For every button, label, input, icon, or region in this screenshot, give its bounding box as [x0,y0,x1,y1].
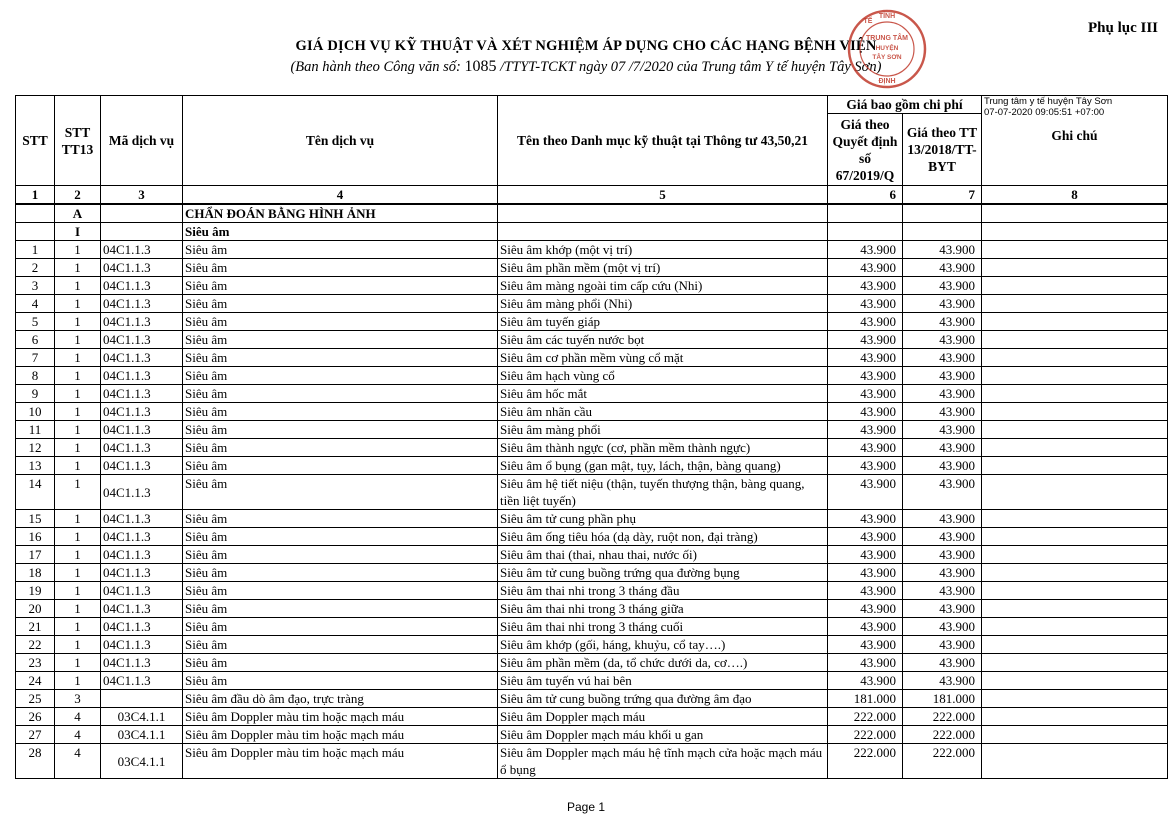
row-stt: 8 [16,367,55,385]
table-row [16,403,1168,421]
row-stt-tt13: 1 [55,403,101,421]
table-row [16,349,1168,367]
row-stt: 3 [16,277,55,295]
row-stt: 7 [16,349,55,367]
row-stt: 23 [16,654,55,672]
row-notes [982,241,1168,259]
row-service-code: 04C1.1.3 [101,475,183,510]
table-row [16,618,1168,636]
row-stt: 17 [16,546,55,564]
row-stt: 16 [16,528,55,546]
row-price-circular: 222.000 [903,708,982,726]
row-notes [982,690,1168,708]
row-service-code: 04C1.1.3 [101,421,183,439]
table-row [16,277,1168,295]
row-price-decision: 43.900 [828,475,903,510]
row-notes [982,295,1168,313]
header-catalog-name: Tên theo Danh mục kỹ thuật tại Thông tư 43,50,21 [498,96,828,186]
row-service-name: Siêu âm [183,654,498,672]
row-price-decision: 43.900 [828,510,903,528]
header-notes-label: Ghi chú [1051,128,1098,143]
subsection-row [16,223,1168,241]
document-subtitle [0,58,1172,76]
table-row [16,672,1168,690]
row-catalog-name: Siêu âm thành ngực (cơ, phần mềm thành ngực) [498,439,828,457]
header-price-decision: Giá theo Quyết định số 67/2019/Q [828,114,903,186]
table-row [16,510,1168,528]
header-service-code: Mã dịch vụ [101,96,183,186]
row-price-circular: 43.900 [903,618,982,636]
row-price-circular: 43.900 [903,475,982,510]
row-stt-tt13: 1 [55,618,101,636]
row-price-circular: 43.900 [903,582,982,600]
column-number: 3 [101,186,183,205]
row-service-code: 04C1.1.3 [101,313,183,331]
section-code: A [55,204,101,223]
row-service-code: 04C1.1.3 [101,385,183,403]
row-notes [982,600,1168,618]
row-price-decision: 43.900 [828,528,903,546]
row-price-decision: 43.900 [828,618,903,636]
row-notes [982,403,1168,421]
row-notes [982,331,1168,349]
row-service-name: Siêu âm [183,403,498,421]
row-price-decision: 43.900 [828,295,903,313]
row-stt: 9 [16,385,55,403]
row-notes [982,510,1168,528]
row-notes [982,582,1168,600]
row-price-decision: 43.900 [828,654,903,672]
row-service-code: 04C1.1.3 [101,439,183,457]
table-row [16,600,1168,618]
row-stt: 19 [16,582,55,600]
row-price-circular: 43.900 [903,349,982,367]
row-stt: 13 [16,457,55,475]
row-stt-tt13: 1 [55,241,101,259]
column-number: 4 [183,186,498,205]
row-notes [982,457,1168,475]
table-row [16,385,1168,403]
row-price-decision: 43.900 [828,385,903,403]
row-stt-tt13: 1 [55,457,101,475]
row-catalog-name: Siêu âm Doppler mạch máu [498,708,828,726]
row-price-circular: 43.900 [903,313,982,331]
column-number: 2 [55,186,101,205]
row-stt: 18 [16,564,55,582]
row-price-circular: 43.900 [903,600,982,618]
table-row [16,367,1168,385]
row-stt-tt13: 3 [55,690,101,708]
row-stt: 1 [16,241,55,259]
table-row [16,241,1168,259]
appendix-label: Phụ lục III [1087,20,1158,36]
row-service-name: Siêu âm [183,349,498,367]
row-service-name: Siêu âm [183,672,498,690]
row-price-circular: 43.900 [903,241,982,259]
row-catalog-name: Siêu âm tuyến vú hai bên [498,672,828,690]
row-price-circular: 43.900 [903,277,982,295]
row-stt: 26 [16,708,55,726]
row-stt-tt13: 1 [55,582,101,600]
row-service-code: 04C1.1.3 [101,277,183,295]
row-catalog-name: Siêu âm hốc mắt [498,385,828,403]
row-service-code: 04C1.1.3 [101,259,183,277]
row-catalog-name: Siêu âm tử cung phần phụ [498,510,828,528]
row-service-name: Siêu âm [183,367,498,385]
row-notes [982,546,1168,564]
row-stt: 15 [16,510,55,528]
digital-signer: Trung tâm y tế huyện Tây Sơn [984,96,1113,107]
row-price-decision: 43.900 [828,421,903,439]
row-stt-tt13: 1 [55,636,101,654]
row-service-name: Siêu âm [183,510,498,528]
row-price-circular: 43.900 [903,439,982,457]
row-catalog-name: Siêu âm các tuyến nước bọt [498,331,828,349]
subtitle-suffix: /TTYT-TCKT ngày 07 /7/2020 của Trung tâm Y tế huyện Tây Sơn) [500,59,882,75]
row-notes [982,349,1168,367]
row-price-decision: 222.000 [828,726,903,744]
row-service-code: 04C1.1.3 [101,672,183,690]
row-service-name: Siêu âm đầu dò âm đạo, trực tràng [183,690,498,708]
row-catalog-name: Siêu âm thai (thai, nhau thai, nước ối) [498,546,828,564]
row-stt-tt13: 1 [55,510,101,528]
row-price-circular: 43.900 [903,528,982,546]
row-service-name: Siêu âm [183,331,498,349]
table-row [16,582,1168,600]
row-service-name: Siêu âm [183,439,498,457]
row-notes [982,708,1168,726]
row-price-circular: 43.900 [903,367,982,385]
row-stt-tt13: 1 [55,277,101,295]
row-stt-tt13: 4 [55,744,101,779]
row-stt: 24 [16,672,55,690]
svg-text:TÂY SƠN: TÂY SƠN [872,54,902,61]
row-price-decision: 43.900 [828,331,903,349]
row-stt: 11 [16,421,55,439]
subtitle-prefix: (Ban hành theo Công văn số: [290,59,461,75]
table-row [16,331,1168,349]
row-service-name: Siêu âm [183,600,498,618]
row-service-name: Siêu âm [183,421,498,439]
row-catalog-name: Siêu âm hạch vùng cổ [498,367,828,385]
row-notes [982,636,1168,654]
header-stt-tt13: STT TT13 [55,96,101,186]
row-service-code: 04C1.1.3 [101,241,183,259]
row-stt-tt13: 1 [55,439,101,457]
price-table [15,95,1168,779]
row-price-decision: 43.900 [828,259,903,277]
row-stt-tt13: 1 [55,528,101,546]
row-price-circular: 43.900 [903,510,982,528]
digital-signature-time: 07-07-2020 09:05:51 +07:00 [984,107,1105,118]
row-service-name: Siêu âm Doppler màu tim hoặc mạch máu [183,726,498,744]
row-price-circular: 43.900 [903,331,982,349]
row-notes [982,439,1168,457]
table-row [16,439,1168,457]
header-stt: STT [16,96,55,186]
row-catalog-name: Siêu âm ổ bụng (gan mật, tụy, lách, thận, bàng quang) [498,457,828,475]
row-catalog-name: Siêu âm thai nhi trong 3 tháng cuối [498,618,828,636]
row-stt-tt13: 1 [55,421,101,439]
row-service-code: 04C1.1.3 [101,295,183,313]
table-row [16,295,1168,313]
row-catalog-name: Siêu âm khớp (một vị trí) [498,241,828,259]
row-price-circular: 222.000 [903,744,982,779]
row-service-name: Siêu âm [183,277,498,295]
row-catalog-name: Siêu âm màng phổi (Nhi) [498,295,828,313]
table-row [16,744,1168,779]
table-row [16,726,1168,744]
row-catalog-name: Siêu âm Doppler mạch máu khối u gan [498,726,828,744]
row-notes [982,726,1168,744]
row-stt: 20 [16,600,55,618]
row-stt: 28 [16,744,55,779]
table-row [16,546,1168,564]
row-service-name: Siêu âm [183,295,498,313]
row-price-decision: 43.900 [828,600,903,618]
row-service-name: Siêu âm [183,475,498,510]
row-stt: 4 [16,295,55,313]
row-price-decision: 43.900 [828,439,903,457]
row-notes [982,313,1168,331]
row-price-decision: 43.900 [828,403,903,421]
row-price-circular: 43.900 [903,295,982,313]
row-service-name: Siêu âm [183,528,498,546]
row-stt-tt13: 1 [55,331,101,349]
table-row [16,313,1168,331]
row-catalog-name: Siêu âm thai nhi trong 3 tháng giữa [498,600,828,618]
document-title: GIÁ DỊCH VỤ KỸ THUẬT VÀ XÉT NGHIỆM ÁP DỤNG CHO CÁC HẠNG BỆNH VIỆN [295,38,877,54]
row-service-code: 03C4.1.1 [101,708,183,726]
row-price-decision: 43.900 [828,241,903,259]
svg-text:ĐỊNH: ĐỊNH [878,78,896,85]
row-price-decision: 43.900 [828,349,903,367]
row-stt-tt13: 1 [55,295,101,313]
row-price-circular: 43.900 [903,546,982,564]
row-service-name: Siêu âm [183,457,498,475]
row-price-decision: 43.900 [828,636,903,654]
row-service-code: 03C4.1.1 [101,744,183,779]
row-stt: 21 [16,618,55,636]
row-price-circular: 43.900 [903,259,982,277]
row-price-decision: 43.900 [828,367,903,385]
row-service-name: Siêu âm Doppler màu tim hoặc mạch máu [183,744,498,779]
row-stt-tt13: 1 [55,546,101,564]
row-service-name: Siêu âm [183,313,498,331]
subsection-name: Siêu âm [183,223,498,241]
row-stt: 22 [16,636,55,654]
row-stt-tt13: 1 [55,654,101,672]
row-stt-tt13: 1 [55,600,101,618]
row-service-code: 04C1.1.3 [101,546,183,564]
row-catalog-name: Siêu âm phần mềm (một vị trí) [498,259,828,277]
row-catalog-name: Siêu âm tử cung buồng trứng qua đường âm đạo [498,690,828,708]
table-row [16,690,1168,708]
row-catalog-name: Siêu âm khớp (gối, háng, khuỷu, cổ tay….) [498,636,828,654]
row-notes [982,618,1168,636]
row-service-code: 04C1.1.3 [101,457,183,475]
row-price-circular: 222.000 [903,726,982,744]
page-number: Page 1 [566,800,606,814]
row-catalog-name: Siêu âm cơ phần mềm vùng cổ mặt [498,349,828,367]
table-row [16,457,1168,475]
row-stt-tt13: 4 [55,726,101,744]
row-service-name: Siêu âm [183,636,498,654]
row-stt-tt13: 1 [55,475,101,510]
row-price-circular: 43.900 [903,403,982,421]
row-price-decision: 43.900 [828,582,903,600]
row-price-decision: 181.000 [828,690,903,708]
row-stt: 25 [16,690,55,708]
row-stt-tt13: 1 [55,313,101,331]
row-catalog-name: Siêu âm thai nhi trong 3 tháng đầu [498,582,828,600]
section-row [16,204,1168,223]
row-stt-tt13: 1 [55,367,101,385]
column-number: 6 [828,186,903,205]
row-notes [982,564,1168,582]
row-service-name: Siêu âm Doppler màu tim hoặc mạch máu [183,708,498,726]
row-stt: 10 [16,403,55,421]
row-stt-tt13: 1 [55,564,101,582]
row-stt: 14 [16,475,55,510]
row-notes [982,367,1168,385]
header-price-circular: Giá theo TT 13/2018/TT-BYT [903,114,982,186]
row-service-code: 04C1.1.3 [101,636,183,654]
table-row [16,636,1168,654]
row-price-circular: 43.900 [903,421,982,439]
row-notes [982,259,1168,277]
row-notes [982,421,1168,439]
row-price-decision: 222.000 [828,708,903,726]
row-service-code: 04C1.1.3 [101,528,183,546]
row-price-decision: 43.900 [828,457,903,475]
row-notes [982,654,1168,672]
row-service-name: Siêu âm [183,259,498,277]
row-stt-tt13: 1 [55,259,101,277]
row-service-code: 04C1.1.3 [101,367,183,385]
column-number-row [16,186,1168,205]
table-row [16,421,1168,439]
row-service-code [101,690,183,708]
row-service-code: 04C1.1.3 [101,582,183,600]
row-stt-tt13: 1 [55,672,101,690]
row-service-name: Siêu âm [183,241,498,259]
row-price-circular: 43.900 [903,654,982,672]
row-stt: 12 [16,439,55,457]
header-notes [982,96,1168,186]
svg-text:TRUNG TÂM: TRUNG TÂM [866,35,908,42]
row-price-decision: 43.900 [828,313,903,331]
row-service-code: 04C1.1.3 [101,403,183,421]
row-notes [982,672,1168,690]
row-service-name: Siêu âm [183,582,498,600]
row-catalog-name: Siêu âm Doppler mạch máu hệ tĩnh mạch cửa hoặc mạch máu ổ bụng [498,744,828,779]
row-service-name: Siêu âm [183,564,498,582]
table-row [16,259,1168,277]
table-row [16,528,1168,546]
column-number: 1 [16,186,55,205]
row-price-circular: 43.900 [903,457,982,475]
row-catalog-name: Siêu âm phần mềm (da, tổ chức dưới da, cơ….) [498,654,828,672]
table-row [16,475,1168,510]
row-stt: 6 [16,331,55,349]
svg-text:HUYỆN: HUYỆN [875,45,899,52]
row-price-decision: 43.900 [828,672,903,690]
row-service-code: 04C1.1.3 [101,349,183,367]
header-price-group: Giá bao gồm chi phí [828,96,982,114]
row-service-code: 04C1.1.3 [101,654,183,672]
row-notes [982,528,1168,546]
header-service-name: Tên dịch vụ [183,96,498,186]
row-service-name: Siêu âm [183,618,498,636]
row-price-decision: 43.900 [828,564,903,582]
table-row [16,654,1168,672]
row-catalog-name: Siêu âm màng ngoài tim cấp cứu (Nhi) [498,277,828,295]
row-service-code: 04C1.1.3 [101,331,183,349]
row-price-circular: 43.900 [903,385,982,403]
row-notes [982,475,1168,510]
row-notes [982,744,1168,779]
row-stt: 27 [16,726,55,744]
official-seal-stamp [846,8,928,90]
row-price-circular: 43.900 [903,564,982,582]
row-stt-tt13: 1 [55,349,101,367]
table-row [16,708,1168,726]
row-price-circular: 43.900 [903,672,982,690]
row-price-decision: 222.000 [828,744,903,779]
row-catalog-name: Siêu âm hệ tiết niệu (thận, tuyến thượng thận, bàng quang, tiền liệt tuyến) [498,475,828,510]
row-service-code: 04C1.1.3 [101,510,183,528]
row-catalog-name: Siêu âm tử cung buồng trứng qua đường bụng [498,564,828,582]
row-catalog-name: Siêu âm nhãn cầu [498,403,828,421]
subsection-code: I [55,223,101,241]
row-service-code: 04C1.1.3 [101,564,183,582]
column-number: 7 [903,186,982,205]
row-price-decision: 43.900 [828,277,903,295]
row-price-circular: 43.900 [903,636,982,654]
row-stt-tt13: 4 [55,708,101,726]
row-stt-tt13: 1 [55,385,101,403]
row-service-code: 04C1.1.3 [101,600,183,618]
row-service-name: Siêu âm [183,385,498,403]
document-number: 1085 [464,58,497,75]
column-number: 8 [982,186,1168,205]
row-price-decision: 43.900 [828,546,903,564]
row-catalog-name: Siêu âm màng phổi [498,421,828,439]
table-row [16,564,1168,582]
column-number: 5 [498,186,828,205]
row-service-code: 04C1.1.3 [101,618,183,636]
row-notes [982,277,1168,295]
row-catalog-name: Siêu âm ống tiêu hóa (dạ dày, ruột non, đại tràng) [498,528,828,546]
row-catalog-name: Siêu âm tuyến giáp [498,313,828,331]
svg-text:TỈNH: TỈNH [878,13,896,20]
row-stt: 5 [16,313,55,331]
svg-text:TẾ: TẾ [863,18,873,25]
row-service-code: 03C4.1.1 [101,726,183,744]
row-stt: 2 [16,259,55,277]
section-name: CHẨN ĐOÁN BẰNG HÌNH ẢNH [183,204,498,223]
row-price-circular: 181.000 [903,690,982,708]
row-notes [982,385,1168,403]
row-service-name: Siêu âm [183,546,498,564]
